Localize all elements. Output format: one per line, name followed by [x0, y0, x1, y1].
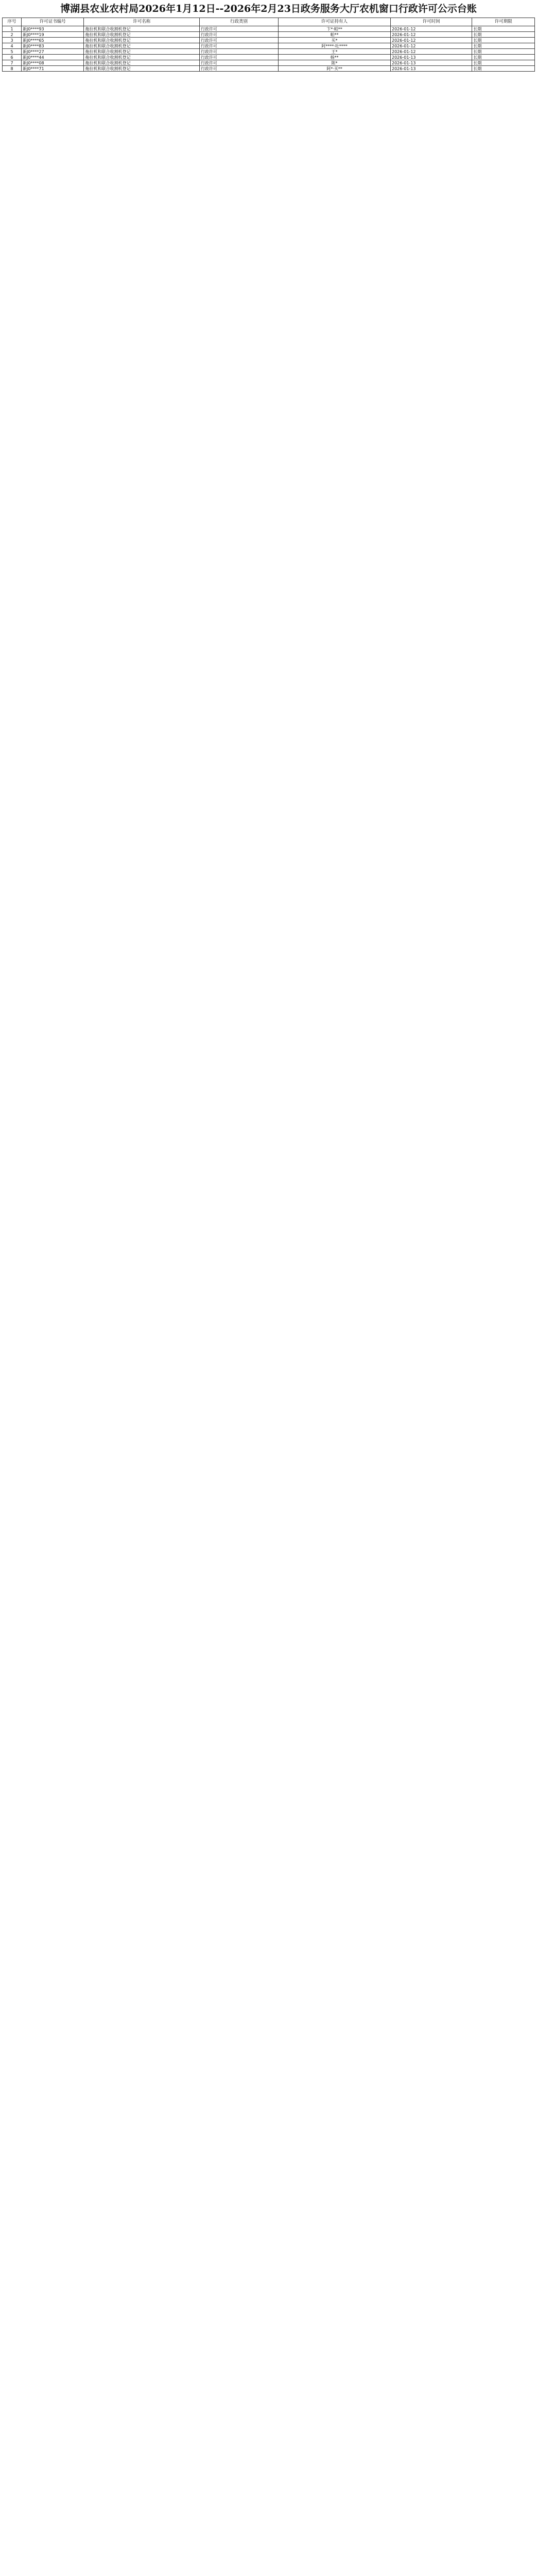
table-body	[3, 26, 535, 72]
row-serial: 2	[3, 32, 22, 38]
row-category: 行政许可	[199, 26, 278, 32]
row-category: 行政许可	[199, 49, 278, 55]
row-cert-number: 新J0****71	[21, 66, 83, 72]
table-row	[3, 49, 535, 55]
row-cert-number: 新J0****44	[21, 55, 83, 60]
row-cert-number: 新J0****83	[21, 43, 83, 49]
row-permit-name: 拖拉机和联合收割机登记	[84, 38, 199, 43]
row-category: 行政许可	[199, 43, 278, 49]
row-permit-term: 长期	[472, 49, 535, 55]
row-serial: 1	[3, 26, 22, 32]
row-holder: 杨**	[279, 55, 391, 60]
row-permit-term: 长期	[472, 38, 535, 43]
row-permit-date: 2026-01-12	[391, 26, 472, 32]
row-permit-term: 长期	[472, 66, 535, 72]
row-serial: 4	[3, 43, 22, 49]
table-row	[3, 38, 535, 43]
row-holder: 王*	[279, 49, 391, 55]
row-permit-name: 拖拉机和联合收割机登记	[84, 26, 199, 32]
row-holder: 买*	[279, 38, 391, 43]
row-category: 行政许可	[199, 32, 278, 38]
row-holder: 陈*	[279, 60, 391, 66]
row-permit-date: 2026-01-12	[391, 43, 472, 49]
row-permit-date: 2026-01-12	[391, 49, 472, 55]
header-cert-number: 许可证书编号	[21, 18, 83, 26]
row-serial: 5	[3, 49, 22, 55]
row-permit-date: 2026-01-13	[391, 60, 472, 66]
row-serial: 6	[3, 55, 22, 60]
header-category: 行政类别	[199, 18, 278, 26]
row-permit-name: 拖拉机和联合收割机登记	[84, 49, 199, 55]
row-serial: 3	[3, 38, 22, 43]
table-row	[3, 60, 535, 66]
row-permit-name: 拖拉机和联合收割机登记	[84, 55, 199, 60]
table-row	[3, 66, 535, 72]
row-category: 行政许可	[199, 60, 278, 66]
row-category: 行政许可	[199, 55, 278, 60]
row-permit-term: 长期	[472, 55, 535, 60]
header-holder: 许可证持有人	[279, 18, 391, 26]
table-row	[3, 55, 535, 60]
row-serial: 7	[3, 60, 22, 66]
table-row	[3, 43, 535, 49]
row-cert-number: 新J0****19	[21, 32, 83, 38]
row-holder: 阿*·买**	[279, 66, 391, 72]
row-permit-name: 拖拉机和联合收割机登记	[84, 60, 199, 66]
row-permit-term: 长期	[472, 43, 535, 49]
header-permit-name: 许可名称	[84, 18, 199, 26]
row-cert-number: 新J0****08	[21, 60, 83, 66]
row-permit-date: 2026-01-12	[391, 38, 472, 43]
row-category: 行政许可	[199, 66, 278, 72]
row-category: 行政许可	[199, 38, 278, 43]
header-serial: 序号	[3, 18, 22, 26]
row-serial: 8	[3, 66, 22, 72]
document-title: 博湖县农业农村局2026年1月12日--2026年2月23日政务服务大厅农机窗口行政许可公示台账	[60, 3, 477, 14]
row-cert-number: 新J0****93	[21, 26, 83, 32]
table-row	[3, 32, 535, 38]
row-holder: 阿****·吐****	[279, 43, 391, 49]
row-permit-term: 长期	[472, 26, 535, 32]
row-cert-number: 新J0****65	[21, 38, 83, 43]
header-permit-date: 许可时间	[391, 18, 472, 26]
row-permit-term: 长期	[472, 60, 535, 66]
permit-table	[2, 18, 535, 72]
table-header-row	[3, 18, 535, 26]
row-permit-term: 长期	[472, 32, 535, 38]
row-permit-date: 2026-01-13	[391, 66, 472, 72]
row-permit-name: 拖拉机和联合收割机登记	[84, 43, 199, 49]
table-row	[3, 26, 535, 32]
row-cert-number: 新J0****27	[21, 49, 83, 55]
row-holder: 卞*·帕**	[279, 26, 391, 32]
row-permit-date: 2026-01-12	[391, 32, 472, 38]
header-permit-term: 许可期限	[472, 18, 535, 26]
row-permit-name: 拖拉机和联合收割机登记	[84, 66, 199, 72]
row-holder: 帕**	[279, 32, 391, 38]
row-permit-name: 拖拉机和联合收割机登记	[84, 32, 199, 38]
row-permit-date: 2026-01-13	[391, 55, 472, 60]
